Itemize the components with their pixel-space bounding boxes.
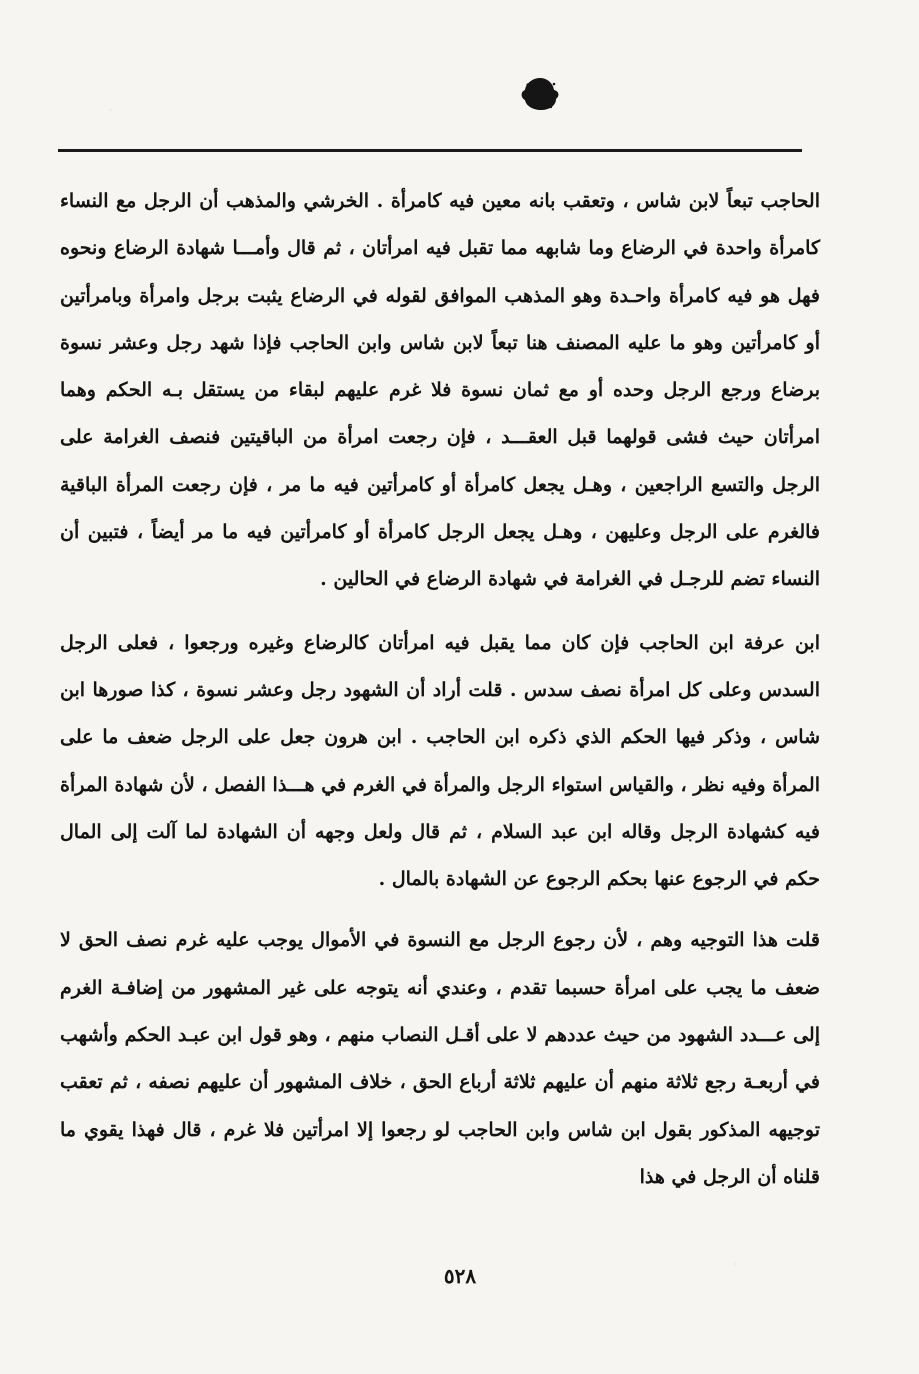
page-number: ٥٢٨ [443,1264,477,1288]
header-rule [58,149,802,152]
body-text [60,178,820,1201]
ink-blot-ornament-icon [520,76,560,112]
paragraph-1: الحاجب تبعاً لابن شاس ، وتعقب بانه معين فيه كامرأة . الخرشي والمذهب أن الرجل مع النساء كامرأة واحدة في الرضاع وما شابهه مما تقبل فيه امرأتان ، ثم قال وأمـــا شهادة الرضاع ونحوه فهل هو فيه كامرأة واحـدة وهو المذهب الموافق لقوله في الرضاع يثبت برجل وامرأة وبامرأتين أو كامرأتين وهو ما عليه المصنف هنا تبعاً لابن شاس وابن الحاجب فإذا شهد رجل وعشر نسوة برضاع ورجع الرجل وحده أو مع ثمان نسوة فلا غرم عليهم لبقاء من يستقل بـه الحكم وهما امرأتان حيث فشى قولهما قبل العقـــد ، فإن رجعت امرأة من الباقيتين فنصف الغرامة على الرجل والتسع الراجعين ، وهـل يجعل كامرأة أو كامرأتين فيه ما مر ، فإن رجعت المرأة الباقية فالغرم على الرجل وعليهن ، وهـل يجعل الرجل كامرأة أو كامرأتين فيه ما مر أيضاً ، فتبين أن النساء تضم للرجـل في الغرامة في شهادة الرضاع في الحالين . [60,190,820,591]
paragraph-3: قلت هذا التوجيه وهم ، لأن رجوع الرجل مع النسوة في الأموال يوجب عليه غرم نصف الحق لا ضعف ما يجب على امرأة حسبما تقدم ، وعندي أنه يتوجه على غير المشهور من إضافـة الغرم إلى عـــدد الشهود من حيث عددهم لا على أقـل النصاب منهم ، وهو قول ابن عبـد الحكم وأشهب في أربعـة رجع ثلاثة منهم أن عليهم ثلاثة أرباع الحق ، خلاف المشهور أن عليهم نصفه ، ثم تعقب توجيهه المذكور بقول ابن شاس وابن الحاجب لو رجعوا إلا امرأتين فلا غرم ، قال فهذا يقوي ما قلناه أن الرجل في هذا [60,929,820,1188]
paragraph-2: ابن عرفة ابن الحاجب فإن كان مما يقبل فيه امرأتان كالرضاع وغيره ورجعوا ، فعلى الرجل السدس وعلى كل امرأة نصف سدس . قلت أراد أن الشهود رجل وعشر نسوة ، كذا صورها ابن شاس ، وذكر فيها الحكم الذي ذكره ابن الحاجب . ابن هرون جعل على الرجل ضعف ما على المرأة وفيه نظر ، والقياس استواء الرجل والمرأة في الغرم في هـــذا الفصل ، لأن شهادة المرأة فيه كشهادة الرجل وقاله ابن عبد السلام ، ثم قال ولعل وجهه أن الشهادة لما آلت إلى المال حكم في الرجوع عنها بحكم الرجوع عن الشهادة بالمال . [60,631,820,891]
